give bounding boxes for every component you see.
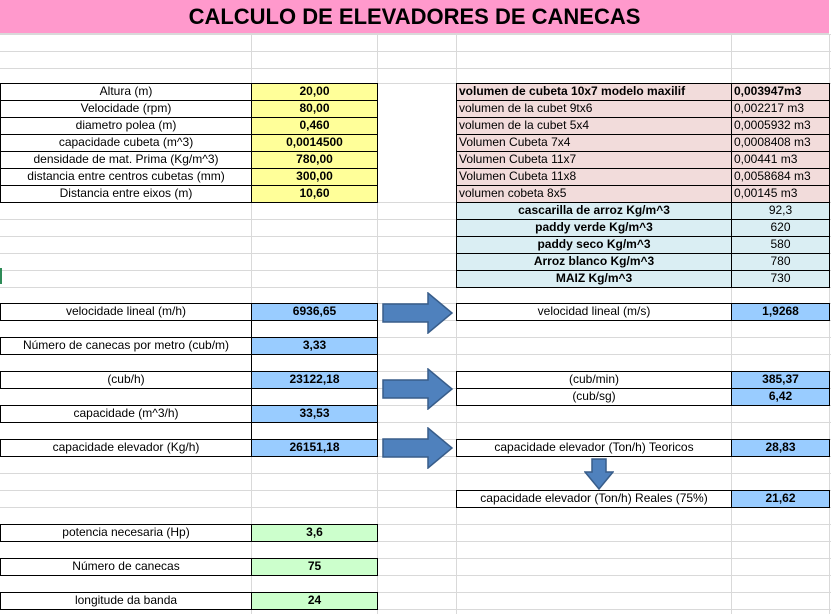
longitude-banda-label: longitude da banda — [0, 592, 252, 610]
input-value-capacidade-cubeta[interactable]: 0,0014500 — [251, 134, 378, 152]
input-label-capacidade-cubeta: capacidade cubeta (m^3) — [0, 134, 252, 152]
cub-min-value[interactable]: 385,37 — [731, 371, 830, 389]
capacidade-teoricos-label: capacidade elevador (Ton/h) Teoricos — [456, 439, 732, 457]
volume-label: volumen de cubeta 10x7 modelo maxilif — [456, 83, 732, 101]
numero-canecas-value[interactable]: 75 — [251, 558, 378, 576]
density-value: 730 — [731, 270, 830, 288]
density-value: 780 — [731, 253, 830, 271]
input-label-altura: Altura (m) — [0, 83, 252, 101]
density-label: cascarilla de arroz Kg/m^3 — [456, 202, 732, 220]
potencia-label: potencia necesaria (Hp) — [0, 524, 252, 542]
capacidade-elevador-kgh-label: capacidade elevador (Kg/h) — [0, 439, 252, 457]
volume-value: 0,00145 m3 — [731, 185, 830, 203]
cub-h-value[interactable]: 23122,18 — [251, 371, 378, 389]
input-label-diametro: diametro polea (m) — [0, 117, 252, 135]
input-label-distancia-centros: distancia entre centros cubetas (mm) — [0, 168, 252, 186]
volume-label: Volumen Cubeta 11x8 — [456, 168, 732, 186]
velocidade-lineal-value[interactable]: 6936,65 — [251, 303, 378, 321]
volume-label: volumen de la cubet 5x4 — [456, 117, 732, 135]
density-label: Arroz blanco Kg/m^3 — [456, 253, 732, 271]
volume-label: Volumen Cubeta 7x4 — [456, 134, 732, 152]
capacidade-m3h-label: capacidade (m^3/h) — [0, 405, 252, 423]
capacidade-reales-value[interactable]: 21,62 — [731, 490, 830, 508]
capacidade-reales-label: capacidade elevador (Ton/h) Reales (75%) — [456, 490, 732, 508]
volume-label: Volumen Cubeta 11x7 — [456, 151, 732, 169]
density-value: 620 — [731, 219, 830, 237]
right-arrow-icon — [382, 368, 454, 410]
input-value-velocidade[interactable]: 80,00 — [251, 100, 378, 118]
cub-h-label: (cub/h) — [0, 371, 252, 389]
potencia-value[interactable]: 3,6 — [251, 524, 378, 542]
density-value: 92,3 — [731, 202, 830, 220]
volume-value: 0,00441 m3 — [731, 151, 830, 169]
density-label: MAIZ Kg/m^3 — [456, 270, 732, 288]
density-value: 580 — [731, 236, 830, 254]
input-label-distancia-eixos: Distancia entre eixos (m) — [0, 185, 252, 203]
volume-label: volumen cobeta 8x5 — [456, 185, 732, 203]
cub-sg-label: (cub/sg) — [456, 388, 732, 406]
input-value-distancia-centros[interactable]: 300,00 — [251, 168, 378, 186]
numero-canecas-metro-value[interactable]: 3,33 — [251, 337, 378, 355]
page-title: CALCULO DE ELEVADORES DE CANECAS — [0, 0, 829, 34]
volume-value: 0,0058684 m3 — [731, 168, 830, 186]
empty-cell — [251, 422, 378, 440]
numero-canecas-metro-label: Número de canecas por metro (cub/m) — [0, 337, 252, 355]
empty-cell — [251, 388, 378, 406]
velocidad-lineal-ms-label: velocidad lineal (m/s) — [456, 303, 732, 321]
input-value-altura[interactable]: 20,00 — [251, 83, 378, 101]
volume-label: volumen de la cubet 9tx6 — [456, 100, 732, 118]
cub-sg-value[interactable]: 6,42 — [731, 388, 830, 406]
input-value-diametro[interactable]: 0,460 — [251, 117, 378, 135]
velocidad-lineal-ms-value[interactable]: 1,9268 — [731, 303, 830, 321]
capacidade-teoricos-value[interactable]: 28,83 — [731, 439, 830, 457]
input-label-velocidade: Velocidade (rpm) — [0, 100, 252, 118]
cub-min-label: (cub/min) — [456, 371, 732, 389]
volume-value: 0,002217 m3 — [731, 100, 830, 118]
velocidade-lineal-label: velocidade lineal (m/h) — [0, 303, 252, 321]
empty-cell — [251, 354, 378, 372]
volume-value: 0,0008408 m3 — [731, 134, 830, 152]
capacidade-m3h-value[interactable]: 33,53 — [251, 405, 378, 423]
longitude-banda-value[interactable]: 24 — [251, 592, 378, 610]
volume-value: 0,003947m3 — [731, 83, 830, 101]
numero-canecas-label: Número de canecas — [0, 558, 252, 576]
density-label: paddy verde Kg/m^3 — [456, 219, 732, 237]
volume-value: 0,0005932 m3 — [731, 117, 830, 135]
down-arrow-icon — [584, 458, 614, 490]
empty-cell — [251, 320, 378, 338]
right-arrow-icon — [382, 427, 454, 469]
row-marker — [0, 268, 2, 284]
input-value-distancia-eixos[interactable]: 10,60 — [251, 185, 378, 203]
right-arrow-icon — [382, 292, 454, 334]
capacidade-elevador-kgh-value[interactable]: 26151,18 — [251, 439, 378, 457]
input-value-densidade[interactable]: 780,00 — [251, 151, 378, 169]
density-label: paddy seco Kg/m^3 — [456, 236, 732, 254]
input-label-densidade: densidade de mat. Prima (Kg/m^3) — [0, 151, 252, 169]
